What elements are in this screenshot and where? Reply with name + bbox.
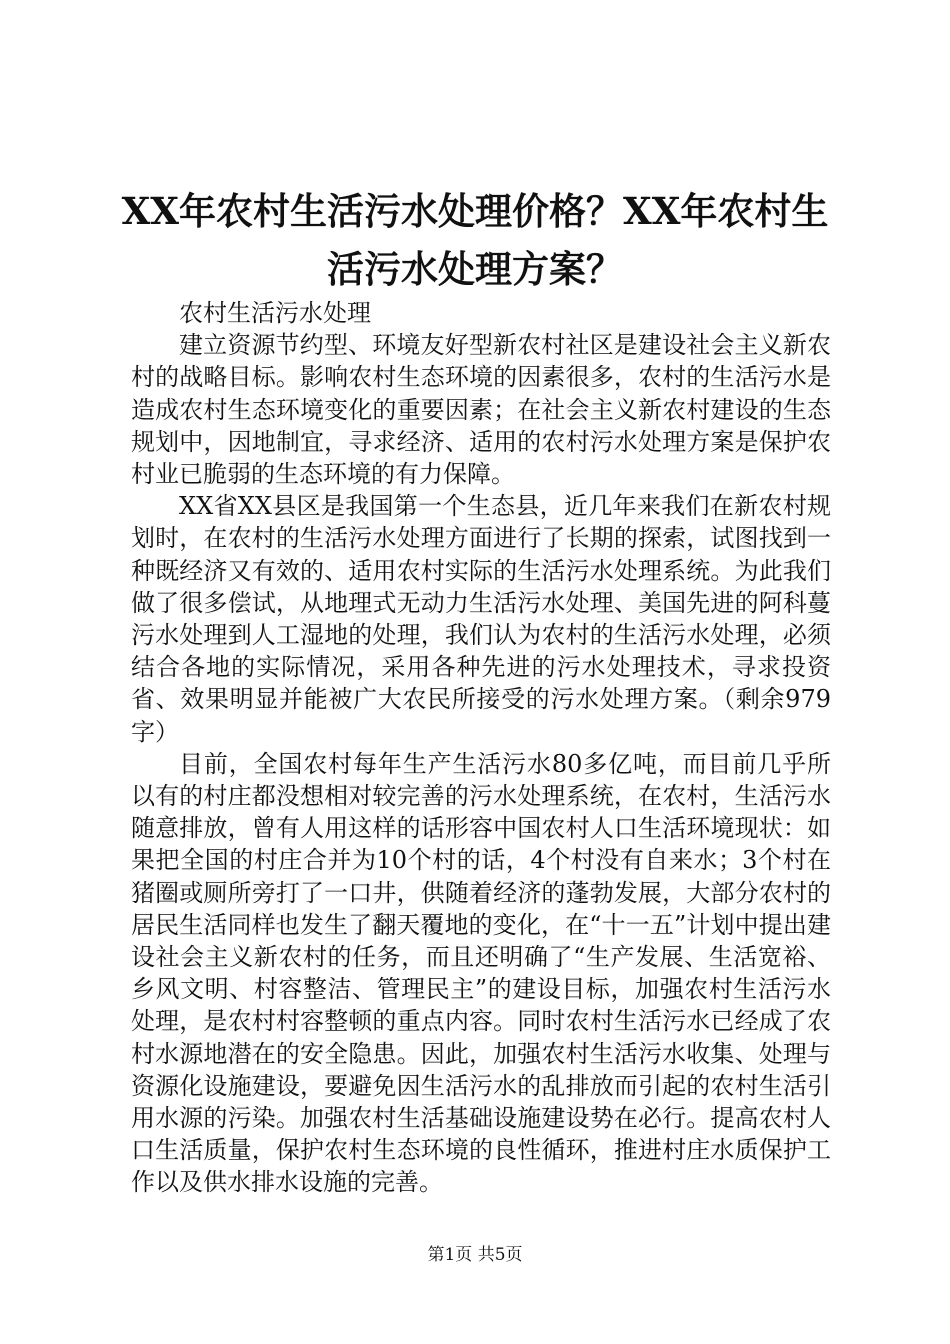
body-paragraph: XX省XX县区是我国第一个生态县，近几年来我们在新农村规划时，在农村的生活污水处理方面进行了长期的探索，试图找到一种既经济又有效的、适用农村实际的生活污水处理系统。为此我们做了很多偿试，从地理式无动力生活污水处理、美国先进的阿科蔓污水处理到人工湿地的处理，我们认为农村的生活污水处理，必须结合各地的实际情况，采用各种先进的污水处理技术，寻求投资省、效果明显并能被广大农民所接受的污水处理方案。（剩余979字） [131,492,831,746]
document-title: XX年农村生活污水处理价格？XX年农村生活污水处理方案？ [121,189,829,291]
page-footer: 第1页 共5页 [427,1245,523,1265]
body-paragraph: 建立资源节约型、环境友好型新农村社区是建设社会主义新农村的战略目标。影响农村生态环境的因素很多，农村的生活污水是造成农村生态环境变化的重要因素；在社会主义新农村建设的生态规划中，因地制宜，寻求经济、适用的农村污水处理方案是保护农村业已脆弱的生态环境的有力保障。 [131,331,831,489]
body-paragraph-section-heading: 农村生活污水处理 [179,299,371,327]
body-paragraph: 目前，全国农村每年生产生活污水80多亿吨，而目前几乎所以有的村庄都没想相对较完善的污水处理系统，在农村，生活污水随意排放，曾有人用这样的话形容中国农村人口生活环境现状：如果把全国的村庄合并为10个村的话，4个村没有自来水；3个村在猪圈或厕所旁打了一口井，供随着经济的蓬勃发展，大部分农村的居民生活同样也发生了翻天覆地的变化，在“十一五”计划中提出建设社会主义新农村的任务，而且还明确了“生产发展、生活宽裕、乡风文明、村容整洁、管理民主”的建设目标，加强农村生活污水处理，是农村村容整顿的重点内容。同时农村生活污水已经成了农村水源地潜在的安全隐患。因此，加强农村生活污水收集、处理与资源化设施建设，要避免因生活污水的乱排放而引起的农村生活引用水源的污染。加强农村生活基础设施建设势在必行。提高农村人口生活质量，保护农村生态环境的良性循环，推进村庄水质保护工作以及供水排水设施的完善。 [131,749,831,1197]
document-body [131,297,831,1199]
